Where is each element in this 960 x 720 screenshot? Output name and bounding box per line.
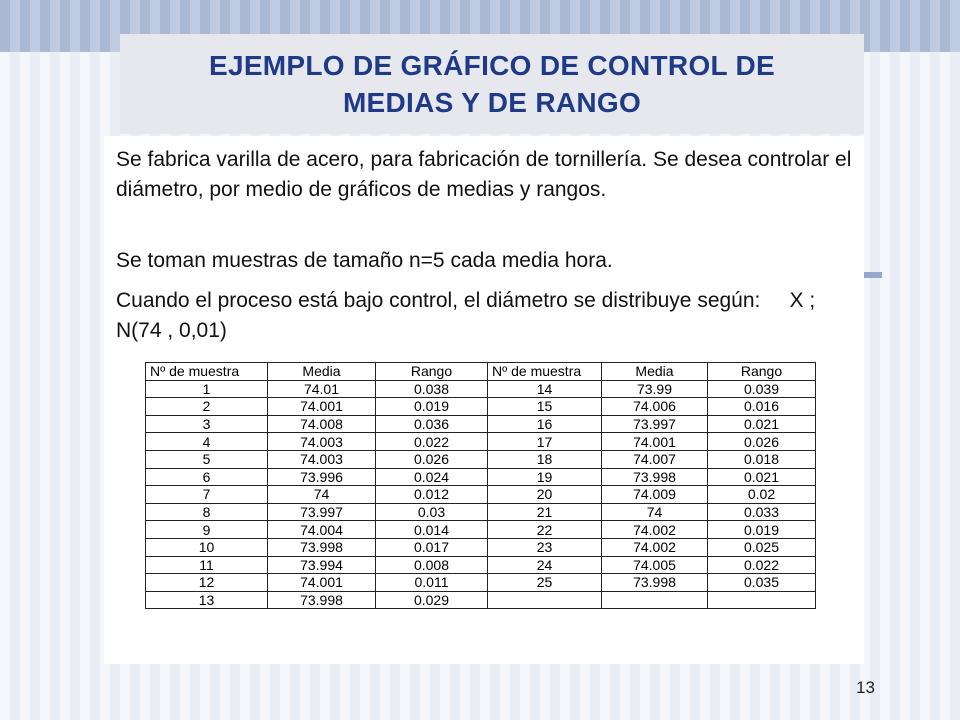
table-cell: 8 — [146, 503, 268, 521]
table-cell: 0.029 — [376, 591, 488, 609]
table-row — [146, 556, 816, 574]
table-cell: 0.026 — [708, 433, 816, 451]
table-cell: 0.036 — [376, 415, 488, 433]
table-cell: 0.035 — [708, 574, 816, 592]
table-cell: 13 — [146, 591, 268, 609]
column-header: Media — [602, 363, 708, 381]
table-row — [146, 450, 816, 468]
table-cell: 18 — [488, 450, 602, 468]
table-cell: 11 — [146, 556, 268, 574]
table-cell: 74 — [602, 503, 708, 521]
paragraph-description: Se fabrica varilla de acero, para fabricación de tornillería. Se desea controlar el diámetro, por medio de gráficos de medias y rangos. — [116, 148, 852, 201]
table-cell: 0.025 — [708, 538, 816, 556]
table-row — [146, 398, 816, 416]
column-header: Rango — [708, 363, 816, 381]
table-cell: 0.02 — [708, 486, 816, 504]
table-cell: 0.019 — [708, 521, 816, 539]
table-cell: 73.997 — [268, 503, 376, 521]
table-cell: 3 — [146, 415, 268, 433]
table-cell: 5 — [146, 450, 268, 468]
table-cell: 10 — [146, 538, 268, 556]
table-cell: 25 — [488, 574, 602, 592]
table-cell — [488, 591, 602, 609]
table-cell: 0.033 — [708, 503, 816, 521]
table-cell — [602, 591, 708, 609]
table-cell: 0.021 — [708, 468, 816, 486]
table-cell: 24 — [488, 556, 602, 574]
table-cell: 0.014 — [376, 521, 488, 539]
column-header: Media — [268, 363, 376, 381]
table-cell: 74.004 — [268, 521, 376, 539]
table-row — [146, 468, 816, 486]
table-cell: 73.994 — [268, 556, 376, 574]
table-cell: 6 — [146, 468, 268, 486]
table-cell: 74.006 — [602, 398, 708, 416]
table-cell: 4 — [146, 433, 268, 451]
table-cell: 74.008 — [268, 415, 376, 433]
table-cell: 74.001 — [268, 574, 376, 592]
table-row — [146, 574, 816, 592]
data-table — [145, 362, 816, 609]
table-row — [146, 591, 816, 609]
table-cell: 1 — [146, 380, 268, 398]
table-cell: 73.998 — [268, 538, 376, 556]
table-cell: 74.002 — [602, 538, 708, 556]
table-cell: 0.024 — [376, 468, 488, 486]
table-header-row — [146, 363, 816, 381]
table-cell: 74 — [268, 486, 376, 504]
title-box — [120, 34, 864, 134]
table-cell: 73.996 — [268, 468, 376, 486]
table-cell — [708, 591, 816, 609]
table-cell: 2 — [146, 398, 268, 416]
table-cell: 73.998 — [602, 468, 708, 486]
table-cell: 12 — [146, 574, 268, 592]
table-cell: 0.012 — [376, 486, 488, 504]
table-row — [146, 380, 816, 398]
table-cell: 0.038 — [376, 380, 488, 398]
table-cell: 0.008 — [376, 556, 488, 574]
table-cell: 0.017 — [376, 538, 488, 556]
paragraph-distribution: Cuando el proceso está bajo control, el diámetro se distribuye según: X ; N(74 , 0,01) — [116, 289, 822, 342]
page-number: 13 — [856, 678, 875, 697]
table-cell: 0.026 — [376, 450, 488, 468]
table-cell: 9 — [146, 521, 268, 539]
table-cell: 15 — [488, 398, 602, 416]
table-row — [146, 521, 816, 539]
data-table-container — [145, 362, 815, 609]
accent-bar — [864, 272, 882, 278]
table-cell: 0.021 — [708, 415, 816, 433]
table-cell: 74.007 — [602, 450, 708, 468]
column-header: Nº de muestra — [146, 363, 268, 381]
table-body — [146, 380, 816, 609]
table-cell: 74.009 — [602, 486, 708, 504]
table-cell: 73.997 — [602, 415, 708, 433]
column-header: Nº de muestra — [488, 363, 602, 381]
table-cell: 74.002 — [602, 521, 708, 539]
table-cell: 0.019 — [376, 398, 488, 416]
title-line-2: MEDIAS Y DE RANGO — [342, 87, 642, 118]
table-cell: 14 — [488, 380, 602, 398]
table-cell: 17 — [488, 433, 602, 451]
table-cell: 21 — [488, 503, 602, 521]
table-cell: 74.005 — [602, 556, 708, 574]
table-row — [146, 538, 816, 556]
table-cell: 0.018 — [708, 450, 816, 468]
table-cell: 7 — [146, 486, 268, 504]
table-cell: 0.011 — [376, 574, 488, 592]
table-cell: 73.998 — [268, 591, 376, 609]
table-cell: 0.022 — [708, 556, 816, 574]
table-cell: 19 — [488, 468, 602, 486]
table-row — [146, 503, 816, 521]
table-cell: 74.003 — [268, 450, 376, 468]
table-cell: 74.003 — [268, 433, 376, 451]
table-cell: 73.99 — [602, 380, 708, 398]
table-cell: 22 — [488, 521, 602, 539]
table-cell: 74.001 — [602, 433, 708, 451]
table-cell: 74.001 — [268, 398, 376, 416]
table-cell: 0.039 — [708, 380, 816, 398]
table-cell: 0.022 — [376, 433, 488, 451]
slide-title — [209, 47, 775, 121]
table-row — [146, 415, 816, 433]
table-row — [146, 486, 816, 504]
table-cell: 23 — [488, 538, 602, 556]
paragraph-sampling: Se toman muestras de tamaño n=5 cada media hora. — [116, 249, 613, 272]
table-cell: 20 — [488, 486, 602, 504]
column-header: Rango — [376, 363, 488, 381]
table-cell: 0.03 — [376, 503, 488, 521]
title-line-1: EJEMPLO DE GRÁFICO DE CONTROL DE — [208, 50, 776, 81]
table-cell: 74.01 — [268, 380, 376, 398]
table-cell: 16 — [488, 415, 602, 433]
table-row — [146, 433, 816, 451]
table-cell: 73.998 — [602, 574, 708, 592]
table-cell: 0.016 — [708, 398, 816, 416]
